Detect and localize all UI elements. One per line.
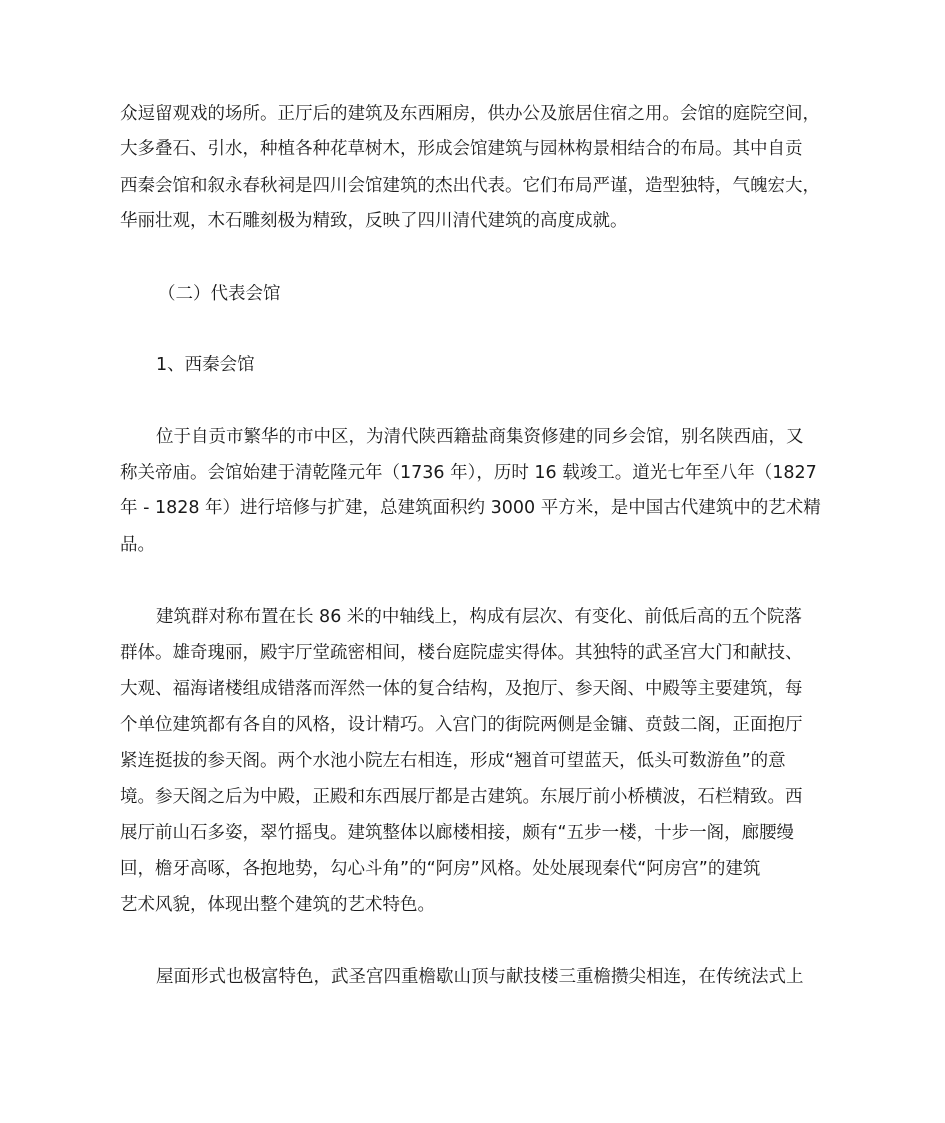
paragraph-1-line-4: 华丽壮观，木石雕刻极为精致，反映了四川清代建筑的高度成就。 bbox=[120, 211, 628, 231]
paragraph-3-line-8: 回，檐牙高啄，各抱地势，勾心斗角”的“阿房”风格。处处展现秦代“阿房宫”的建筑 bbox=[120, 859, 761, 879]
paragraph-1-line-1: 众逗留观戏的场所。正厅后的建筑及东西厢房，供办公及旅居住宿之用。会馆的庭院空间， bbox=[120, 104, 820, 124]
paragraph-3-line-2: 群体。雄奇瑰丽，殿宇厅堂疏密相间，楼台庭院虚实得体。其独特的武圣宫大门和献技、 bbox=[120, 643, 803, 663]
paragraph-3-line-3: 大观、福海诸楼组成错落而浑然一体的复合结构，及抱厅、参天阁、中殿等主要建筑，每 bbox=[120, 679, 803, 699]
subsection-heading: 1、西秦会馆 bbox=[156, 355, 255, 375]
paragraph-3-line-9: 艺术风貌，体现出整个建筑的艺术特色。 bbox=[120, 895, 435, 915]
paragraph-2-line-3: 年 - 1828 年）进行培修与扩建，总建筑面积约 3000 平方米，是中国古代建筑中的艺术精 bbox=[120, 498, 821, 518]
paragraph-3-line-7: 展厅前山石多姿，翠竹摇曳。建筑整体以廊楼相接，颇有“五步一楼，十步一阁，廊腰缦 bbox=[120, 823, 795, 843]
section-heading: （二）代表会馆 bbox=[158, 284, 281, 304]
paragraph-3-line-4: 个单位建筑都有各自的风格，设计精巧。入宫门的街院两侧是金镛、贲鼓二阁，正面抱厅 bbox=[120, 715, 803, 735]
paragraph-3-line-5: 紧连挺拔的参天阁。两个水池小院左右相连，形成“翘首可望蓝天，低头可数游鱼”的意 bbox=[120, 751, 786, 771]
paragraph-3-line-1: 建筑群对称布置在长 86 米的中轴线上，构成有层次、有变化、前低后高的五个院落 bbox=[156, 607, 802, 627]
paragraph-1-line-2: 大多叠石、引水，种植各种花草树木，形成会馆建筑与园林构景相结合的布局。其中自贡 bbox=[120, 139, 803, 159]
paragraph-2-line-2: 称关帝庙。会馆始建于清乾隆元年（1736 年），历时 16 载竣工。道光七年至八年（1827 bbox=[120, 463, 817, 483]
paragraph-2-line-4: 品。 bbox=[120, 535, 155, 555]
paragraph-2-line-1: 位于自贡市繁华的市中区，为清代陕西籍盐商集资修建的同乡会馆，别名陕西庙，又 bbox=[156, 427, 804, 447]
paragraph-3-line-6: 境。参天阁之后为中殿，正殿和东西展厅都是古建筑。东展厅前小桥横波，石栏精致。西 bbox=[120, 787, 803, 807]
paragraph-1-line-3: 西秦会馆和叙永春秋祠是四川会馆建筑的杰出代表。它们布局严谨，造型独特，气魄宏大， bbox=[120, 176, 820, 196]
paragraph-4-line-1: 屋面形式也极富特色，武圣宫四重檐歇山顶与献技楼三重檐攒尖相连，在传统法式上 bbox=[156, 967, 804, 987]
